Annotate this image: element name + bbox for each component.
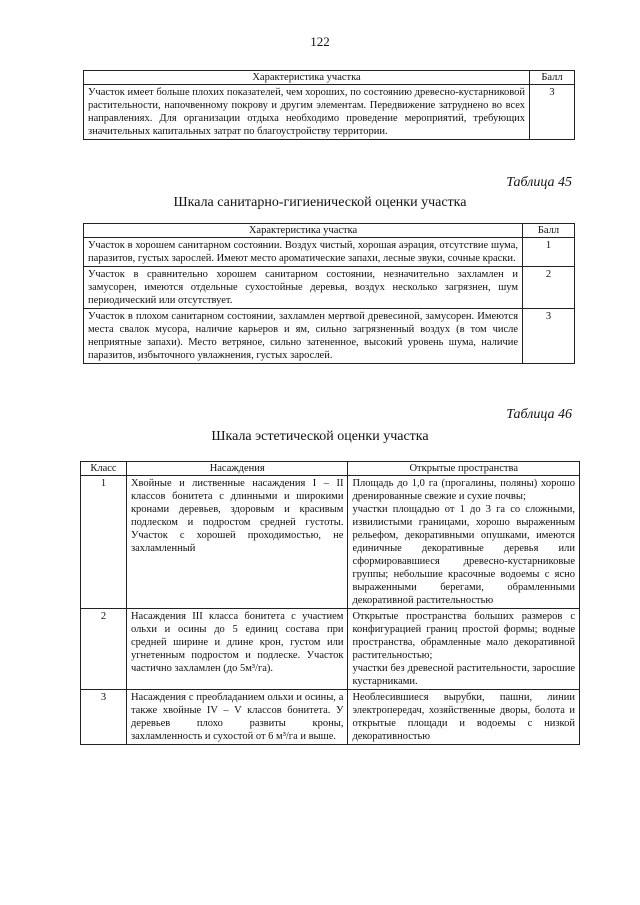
row-class: 1 [81,476,127,609]
row-plantings: Насаждения III класса бонитета с участием ольхи и осины до 5 единиц состава при средней ширине и длине крон, густом или угнетенным подростом и подлеске. Участок частично захламлен (до 5м³/га). [126,609,348,690]
table-46-label: Таблица 46 [506,407,572,422]
open-space-paragraph: Необлесившиеся вырубки, пашни, линии электропередач, хозяйственные дворы, болота и открытые площади и водоемы с низкой декоративностью [352,692,575,742]
row-characteristic: Участок в хорошем санитарном состоянии. Воздух чистый, хорошая аэрация, отсутствие шума, паразитов, густых зарослей. Имеют место ароматические запахи, лесные звуки, сочные краски. [84,238,523,267]
table-45 [83,223,575,364]
row-open-spaces [348,476,580,609]
open-space-paragraph: Площадь до 1,0 га (прогалины, поляны) хорошо дренированные свежие и сухие почвы; [352,478,575,502]
column-header-score: Балл [530,71,575,85]
row-characteristic: Участок имеет больше плохих показателей, чем хороших, по состоянию древесно-кустарниковой растительности, напочвенному покрову и другим элементам. Передвижение затруднено во всех направлениях. Для организации отдыха необходимо проведение мероприятий, требующих значительных капитальных затрат по благоустройству территории. [84,85,530,140]
open-space-paragraph: участки площадью от 1 до 3 га со сложными, извилистыми границами, хорошо выраженным рельефом, декоративными опушками, имеются единичные декоративные деревья или сформировавшиеся древесно-кустарниковые группы; небольшие красочные водоемы с ясно выраженными берегами, обрамленными декоративной растительностью [352,504,575,606]
table-header-row [84,224,575,238]
column-header-class: Класс [81,462,127,476]
table-row [84,309,575,364]
row-open-spaces [348,690,580,745]
row-class: 3 [81,690,127,745]
row-characteristic: Участок в сравнительно хорошем санитарном состоянии, незначительно захламлен и замусорен, имеются отдельные сухостойные деревья, воздух несколько загрязнен, шум периодический или отсутствует. [84,267,523,309]
column-header-score: Балл [523,224,575,238]
table-row [84,238,575,267]
table-header-row [84,71,575,85]
column-header-characteristic: Характеристика участка [84,71,530,85]
table-row [84,267,575,309]
table-row [81,690,580,745]
table-45-title: Шкала санитарно-гигиенической оценки участка [173,195,467,210]
row-score: 1 [523,238,575,267]
row-plantings: Насаждения с преобладанием ольхи и осины, а также хвойные IV – V классов бонитета. У деревьев плохо развиты кроны, захламленность и сухостой от 6 м³/га и выше. [126,690,348,745]
table-45-label: Таблица 45 [506,175,572,190]
table-row [81,476,580,609]
row-score: 3 [530,85,575,140]
open-space-paragraph: участки без древесной растительности, заросшие кустарниками. [352,663,575,687]
column-header-open-spaces: Открытые пространства [348,462,580,476]
row-score: 3 [523,309,575,364]
row-plantings: Хвойные и лиственные насаждения I – II классов бонитета с длинными и широкими кронами деревьев, здоровым и красивым подлеском и подростом средней густоты. Участок с хорошей проходимостью, не захламленный [126,476,348,609]
table-46 [80,461,580,745]
open-space-paragraph: Открытые пространства больших размеров с конфигурацией границ простой формы; водные пространства, обрамленные мало декоративной растительностью; [352,611,575,661]
row-class: 2 [81,609,127,690]
table-44-continuation [83,70,575,140]
table-header-row [81,462,580,476]
row-score: 2 [523,267,575,309]
table-row [81,609,580,690]
table-46-title: Шкала эстетической оценки участка [211,429,429,444]
column-header-plantings: Насаждения [126,462,348,476]
row-characteristic: Участок в плохом санитарном состоянии, захламлен мертвой древесиной, замусорен. Имеются места свалок мусора, наличие карьеров и ям, сильно загрязненный воздух (в том числе неприятные запахи). Место ветряное, сильно затененное, высокий уровень шума, наличие паразитов, избыточного увлажнения, густых зарослей. [84,309,523,364]
table-row [84,85,575,140]
column-header-characteristic: Характеристика участка [84,224,523,238]
page-number: 122 [310,34,330,49]
row-open-spaces [348,609,580,690]
